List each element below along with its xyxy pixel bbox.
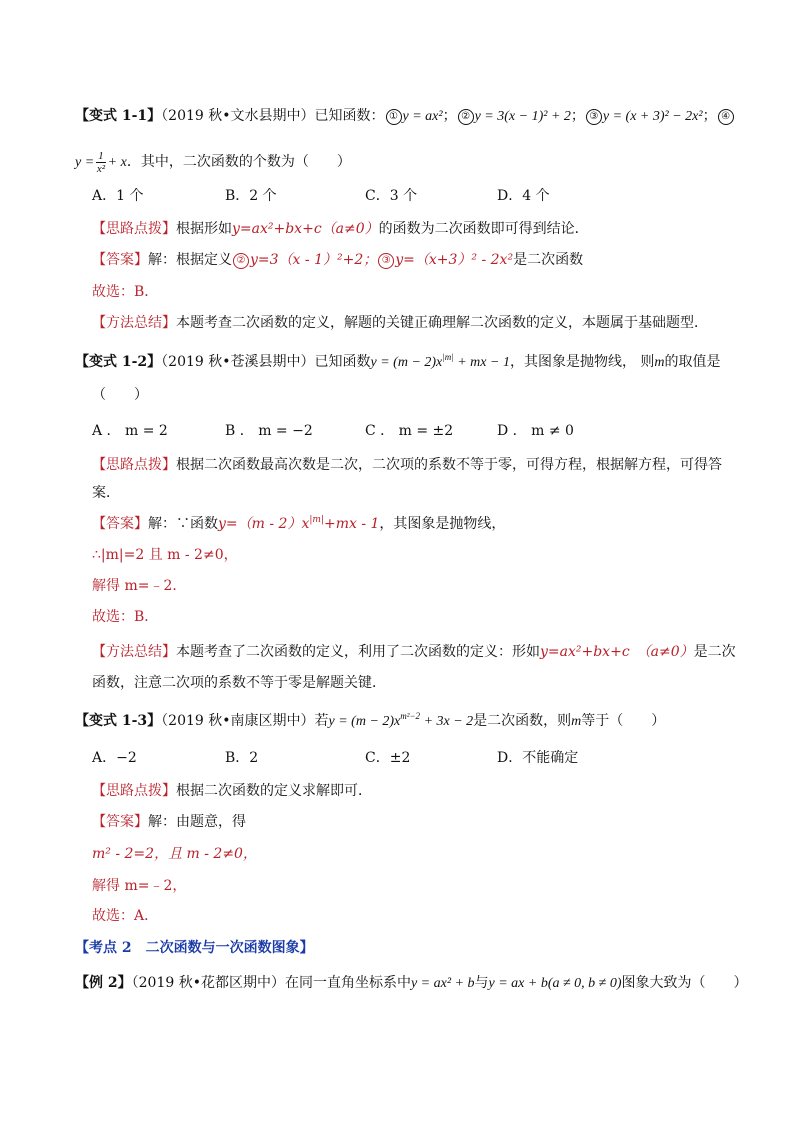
- ex2-mid: 与: [474, 975, 489, 991]
- v12-summary-formula: y=ax²+bx+c （a≠0）: [540, 644, 694, 660]
- v13-label: 【变式 1-3】: [75, 713, 162, 729]
- v12-answer-post: ，其图象是抛物线，: [379, 516, 506, 532]
- v12-question-tail: ，其图象是抛物线， 则: [509, 354, 655, 370]
- v13-hint: [92, 781, 372, 801]
- v13-question-end: 等于（ ）: [581, 713, 666, 729]
- v11-formula-4-rest: + x: [107, 155, 127, 170]
- v13-answer: [92, 812, 246, 832]
- v13-answer-label: 【答案】: [92, 814, 148, 830]
- v12-choose: 故选：B．: [92, 609, 159, 625]
- v12-paren: （ ）: [92, 387, 148, 403]
- v11-answer-formula: y=3（x - 1）²+2；: [250, 252, 378, 268]
- v11-summary: [92, 313, 708, 333]
- separator: ；: [442, 108, 457, 124]
- v11-answer-label: 【答案】: [92, 252, 148, 268]
- v12-var-m: m: [654, 355, 665, 370]
- fraction-denominator: x²: [96, 162, 106, 175]
- v12-answer-formula: y=（m - 2）x: [218, 516, 310, 532]
- v11-formula-2: y = 3(x − 1)² + 2: [474, 109, 571, 124]
- ex2-question-tail: 图象大致为（ ）: [621, 975, 748, 991]
- v11-hint-pre: 根据形如: [176, 221, 232, 237]
- v12-hint-label: 【思路点拨】: [92, 457, 176, 473]
- v12-hint-line2: 案．: [92, 485, 120, 501]
- v11-question-line1: [75, 106, 735, 127]
- v13-choose: 故选：A．: [92, 908, 159, 924]
- v13-option-a: A．−2: [92, 750, 137, 766]
- separator: ；: [702, 108, 717, 124]
- v12-option-c: C ． m = ±2: [365, 423, 454, 439]
- v12-option-a: A ． m = 2: [92, 423, 168, 439]
- v12-answer-label: 【答案】: [92, 516, 148, 532]
- v11-answer-pre: 解：根据定义: [148, 252, 232, 268]
- v11-option-d: D．4 个: [497, 188, 550, 204]
- circle-num-3: ③: [586, 109, 602, 125]
- v12-answer-formula2: +mx - 1: [323, 516, 380, 532]
- v13-question-line1: [75, 711, 665, 732]
- separator: ；: [570, 108, 585, 124]
- circle-num-3: ③: [378, 253, 394, 269]
- v13-step2: 解得 m=﹣2，: [92, 878, 187, 894]
- v11-hint: [92, 219, 589, 239]
- v13-step1: m² - 2=2，且 m - 2≠0，: [92, 846, 257, 862]
- v13-option-c: C．±2: [365, 750, 411, 766]
- fraction-numerator: 1: [98, 149, 104, 162]
- ex2-formula-1: y = ax² + b: [410, 976, 475, 991]
- v12-summary-text1b: 是二次: [693, 644, 736, 660]
- v12-answer: [92, 514, 505, 534]
- v12-step2: 解得 m=﹣2．: [92, 578, 187, 594]
- v12-answer-text: 解：∵函数: [148, 516, 218, 532]
- v12-formula-tail: + mx − 1: [453, 355, 510, 370]
- circle-num-1: ①: [386, 109, 402, 125]
- v11-label: 【变式 1-1】: [75, 108, 162, 124]
- v11-answer-post: 是二次函数: [513, 252, 584, 268]
- circle-num-2: ②: [458, 109, 474, 125]
- v11-answer-formula2: y=（x+3）² - 2x²: [395, 252, 514, 268]
- circle-num-2: ②: [233, 253, 249, 269]
- v12-exponent: |m|: [442, 352, 454, 362]
- v11-option-c: C．3 个: [365, 188, 418, 204]
- ex2-question: [75, 973, 748, 994]
- v11-choose: 故选：B．: [92, 284, 159, 300]
- v12-option-b: B ． m = −2: [225, 423, 313, 439]
- v12-hint-text1: 根据二次函数最高次数是二次，二次项的系数不等于零，可得方程，根据解方程，可得答: [176, 457, 722, 473]
- v13-exponent: m²−2: [400, 711, 421, 721]
- circle-num-4: ④: [718, 109, 734, 125]
- v12-summary-text1: 本题考查了二次函数的定义，利用了二次函数的定义：形如: [176, 644, 540, 660]
- ex2-label: 【例 2】: [75, 975, 132, 991]
- v11-hint-formula: y=ax²+bx+c（a≠0）: [232, 221, 379, 237]
- v12-formula: y = (m − 2)x: [370, 355, 443, 370]
- v13-hint-text: 根据二次函数的定义求解即可．: [176, 783, 372, 799]
- v12-question-line1: [75, 352, 721, 373]
- v12-summary: [92, 642, 736, 662]
- section-heading-kp2: 【考点 2 二次函数与一次函数图象】: [75, 940, 314, 956]
- v11-formula-3: y = (x + 3)² − 2x²: [602, 109, 703, 124]
- v11-source: （2019 秋•文水县期中）已知函数：: [161, 108, 385, 124]
- v13-formula: y = (m − 2)x: [328, 714, 401, 729]
- v13-var-m: m: [571, 714, 582, 729]
- v11-summary-text: 本题考查二次函数的定义，解题的关键正确理解二次函数的定义，本题属于基础题型．: [176, 315, 708, 331]
- v12-option-d: D ． m ≠ 0: [497, 423, 574, 439]
- v12-step1: ∴|m|=2 且 m - 2≠0，: [92, 547, 238, 563]
- v12-source: （2019 秋•苍溪县期中）已知函数: [161, 354, 371, 370]
- v13-source: （2019 秋•南康区期中）若: [161, 713, 329, 729]
- v11-fraction: [96, 150, 106, 175]
- v12-summary-line2: 函数，注意二次项的系数不等于零是解题关键．: [92, 675, 386, 691]
- v13-answer-text: 解：由题意，得: [148, 814, 246, 830]
- ex2-source: （2019 秋•花都区期中）在同一直角坐标系中: [131, 975, 411, 991]
- v13-hint-label: 【思路点拨】: [92, 783, 176, 799]
- v12-summary-label: 【方法总结】: [92, 644, 176, 660]
- ex2-formula-2: y = ax + b(a ≠ 0, b ≠ 0): [488, 976, 622, 991]
- v11-question-line2: [75, 148, 351, 176]
- v11-answer: [92, 250, 583, 270]
- v13-option-b: B．2: [225, 750, 259, 766]
- v11-summary-label: 【方法总结】: [92, 315, 176, 331]
- v13-option-d: D．不能确定: [497, 750, 579, 766]
- v11-formula-1: y = ax²: [402, 109, 443, 124]
- v12-hint: [92, 455, 722, 475]
- v12-label: 【变式 1-2】: [75, 354, 162, 370]
- v11-hint-label: 【思路点拨】: [92, 221, 176, 237]
- v11-option-a: A．1 个: [92, 188, 144, 204]
- v11-option-b: B．2 个: [225, 188, 277, 204]
- v11-formula-4-lhs: y =: [75, 155, 95, 170]
- v11-question-tail: ．其中，二次函数的个数为（ ）: [126, 154, 351, 170]
- v13-question-tail: 是二次函数，则: [473, 713, 572, 729]
- v11-hint-post: 的函数为二次函数即可得到结论．: [378, 221, 589, 237]
- v13-formula-tail: + 3x − 2: [420, 714, 474, 729]
- v12-answer-exponent: |m|: [309, 515, 324, 525]
- v12-question-end: 的取值是: [664, 354, 721, 370]
